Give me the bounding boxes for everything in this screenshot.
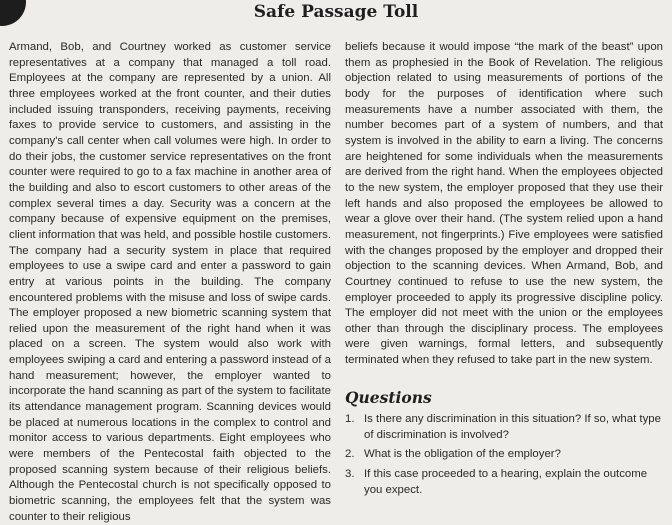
questions-heading: Questions [345,388,432,407]
question-number: 2. [345,448,355,461]
question-text: Is there any discrimination in this situation? If so, what type of discrimination is involved? [364,413,661,441]
question-item [345,467,663,498]
questions-list [345,412,663,502]
question-number: 1. [345,413,355,425]
question-item [345,412,663,443]
case-title: Safe Passage Toll [253,2,419,22]
body-column-left [9,40,331,525]
question-text: What is the obligation of the employer? [364,448,561,461]
case-paragraph-part-2: beliefs because it would impose “the mark of the beast” upon them as prophesied in the Book of Revelation. The religious objection related to using measurements of portions of the body for the purposes of identification where such measurements have a number associated with them, the number becomes part of a system of numbers, and that system is involved in the ability to earn a living. The concerns are heightened for some individuals when the measurements are derived from the right hand. When the employees objected to the new system, the employer proposed that they use their left hands and also proposed the employees be allowed to wear a glove over their hand. (The system relied upon a hand measurement, not fingerprints.) Five employees were satisfied with the changes proposed by the employer and dropped their objection to the scanning devices. When Armand, Bob, and Courtney continued to refuse to use the new system, the employer proceeded to apply its progressive discipline policy. The employer did not meet with the union or the employees other than through the disciplinary process. The employees were given warnings, formal letters, and subsequently terminated when they refused to take part in the new system. [345,41,663,367]
body-column-right [345,40,663,369]
case-paragraph-part-1: Armand, Bob, and Courtney worked as customer service representatives at a company that managed a toll road. Employees at the company are represented by a union. All three employees worked at the front counter, and their duties included issuing transponders, receiving payments, receiving faxes to provide service to customers, and assisting in the company's call center when call volumes were high. In order to do their jobs, the customer service representatives on the front counter were required to go to a fax machine in another area of the building and also to escort customers to other areas of the complex several times a day. Security was a concern at the company because of expensive equipment on the premises, client information that was held, and possible hostile customers. The company had a security system in place that required employees to use a swipe card and enter a password to gain entry at various points in the building. The company encountered problems with the misuse and loss of swipe cards. The employer proposed a new biometric scanning system that relied upon the measurement of the right hand when it was placed on a screen. The system would also work with employees swiping a card and entering a password instead of a hand measurement; however, the employer wanted to incorporate the hand scanning as part of the system to facilitate its attendance management program. Scanning devices would be placed at numerous locations in the complex to control and monitor access to various departments. Eight employees who were members of the Pentecostal faith objected to the proposed scanning system because of their religious beliefs. Although the Pentecostal church is not specifically opposed to biometric scanning, the employees felt that the system was counter to their religious [9,41,331,523]
question-item [345,447,663,463]
question-number: 3. [345,467,355,480]
question-text: If this case proceeded to a hearing, explain the outcome you expect. [364,467,648,496]
